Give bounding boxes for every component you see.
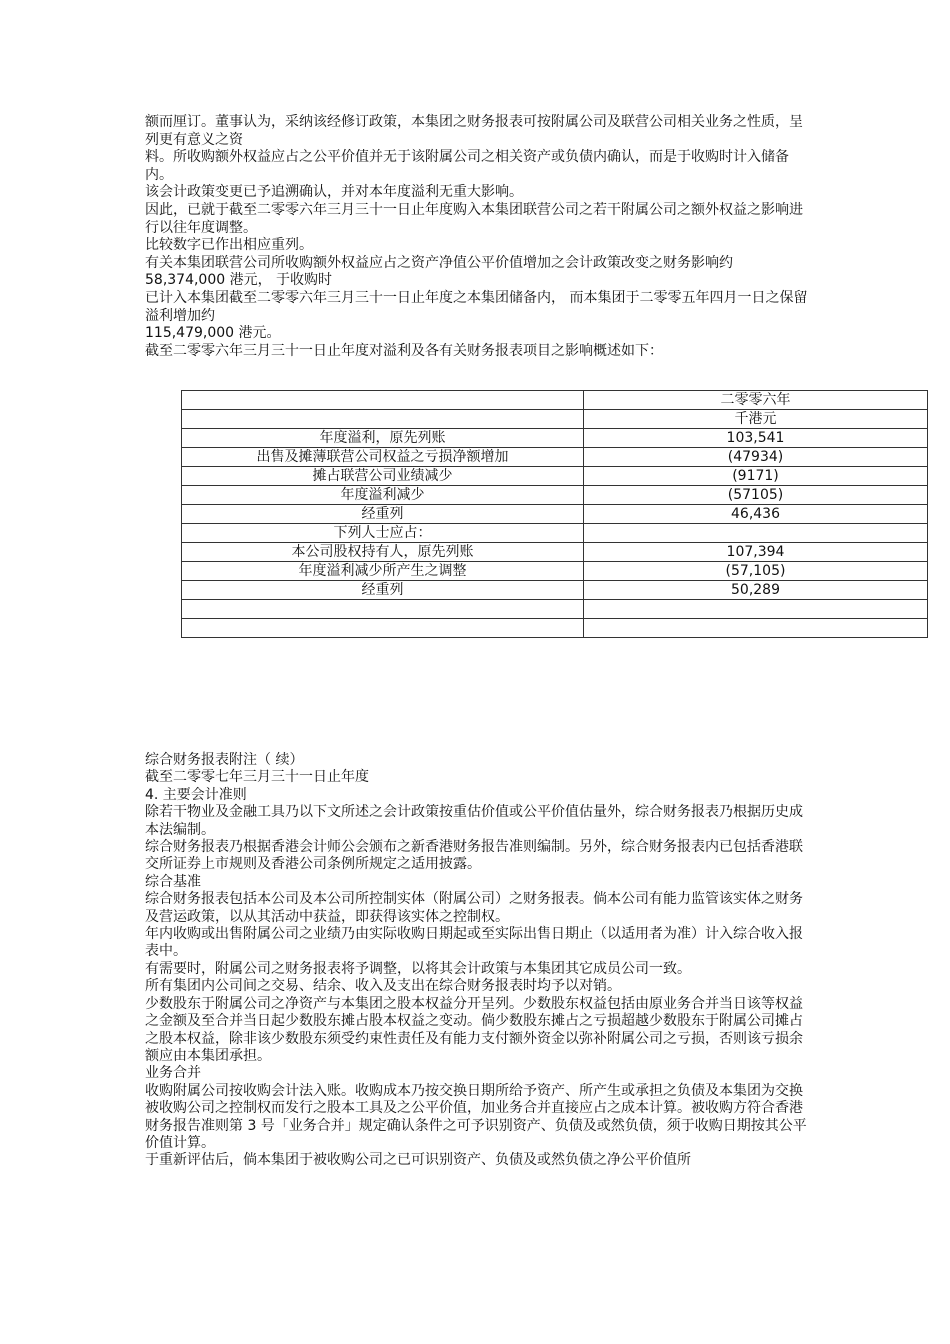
paragraph: 因此，已就于截至二零零六年三月三十一日止年度购入本集团联营公司之若干附属公司之额外权益之影响进行以往年度调整。 (145, 201, 803, 236)
paragraph: 除若干物业及金融工具乃以下文所述之会计政策按重估价值或公平价值估量外，综合财务报表乃根据历史成本法编制。 (145, 804, 803, 838)
subsection-title: 综合基准 (145, 873, 201, 890)
row-value: 46,436 (584, 505, 928, 524)
paragraph: 115,479,000 港元。 (145, 325, 281, 342)
row-value (584, 619, 928, 638)
row-label: 经重列 (182, 505, 584, 524)
table-row (182, 486, 928, 505)
table-cell (182, 391, 584, 410)
table-cell (182, 410, 584, 429)
row-value: 103,541 (584, 429, 928, 448)
row-label: 经重列 (182, 581, 584, 600)
bottom-text-block (145, 752, 810, 1170)
paragraph: 年内收购或出售附属公司之业绩乃由实际收购日期起或至实际出售日期止（以适用者为准）计入综合收入报表中。 (145, 926, 803, 960)
paragraph: 收购附属公司按收购会计法入账。收购成本乃按交换日期所给予资产、所产生或承担之负债及本集团为交换被收购公司之控制权而发行之股本工具及之公平价值，加业务合并直接应占之成本计算。被收购方符合香港财务报告准则第 3 号「业务合并」规定确认条件之可予识别资产、负债及或然负债，须于收购日期按其公平价值计算。 (145, 1082, 807, 1151)
row-value: (57105) (584, 486, 928, 505)
paragraph: 有需要时，附属公司之财务报表将予调整，以将其会计政策与本集团其它成员公司一致。 (145, 960, 691, 977)
table-row (182, 429, 928, 448)
paragraph: 于重新评估后，倘本集团于被收购公司之已可识别资产、负债及或然负债之净公平价值所 (145, 1152, 691, 1169)
table-row (182, 543, 928, 562)
row-value: (57,105) (584, 562, 928, 581)
table-row (182, 619, 928, 638)
row-label: 下列人士应占： (182, 524, 584, 543)
row-label: 年度溢利减少所产生之调整 (182, 562, 584, 581)
header-year: 二零零六年 (584, 391, 928, 410)
row-value (584, 600, 928, 619)
row-label: 年度溢利减少 (182, 486, 584, 505)
paragraph: 该会计政策变更已予追溯确认，并对本年度溢利无重大影响。 (145, 184, 523, 201)
row-value: 50,289 (584, 581, 928, 600)
header-unit: 千港元 (584, 410, 928, 429)
paragraph: 额而厘订。董事认为，采纳该经修订政策，本集团之财务报表可按附属公司及联营公司相关业务之性质，呈列更有意义之资 (145, 114, 803, 148)
table-row (182, 600, 928, 619)
row-label (182, 600, 584, 619)
row-value: 107,394 (584, 543, 928, 562)
row-value: (47934) (584, 448, 928, 467)
row-value: (9171) (584, 467, 928, 486)
row-label: 本公司股权持有人，原先列账 (182, 543, 584, 562)
section-subheading: 截至二零零七年三月三十一日止年度 (145, 769, 369, 786)
paragraph: 综合财务报表乃根据香港会计师公会颁布之新香港财务报告准则编制。另外，综合财务报表内已包括香港联交所证券上市规则及香港公司条例所规定之适用披露。 (145, 839, 803, 873)
table-row (182, 391, 928, 410)
row-label: 摊占联营公司业绩减少 (182, 467, 584, 486)
table-row (182, 581, 928, 600)
paragraph: 所有集团内公司间之交易、结余、收入及支出在综合财务报表时均予以对销。 (145, 978, 621, 995)
row-value (584, 524, 928, 543)
top-text-block (145, 114, 810, 360)
paragraph: 综合财务报表包括本公司及本公司所控制实体（附属公司）之财务报表。倘本公司有能力监管该实体之财务及营运政策，以从其活动中获益，即获得该实体之控制权。 (145, 891, 803, 925)
paragraph: 截至二零零六年三月三十一日止年度对溢利及各有关财务报表项目之影响概述如下： (145, 342, 663, 359)
row-label: 年度溢利，原先列账 (182, 429, 584, 448)
paragraph: 比较数字已作出相应重列。 (145, 237, 313, 254)
paragraph: 少数股东于附属公司之净资产与本集团之股本权益分开呈列。少数股东权益包括由原业务合并当日该等权益之金额及至合并当日起少数股东摊占股本权益之变动。倘少数股东摊占之亏损超越少数股东于附属公司摊占之股本权益，除非该少数股东须受约束性责任及有能力支付额外资金以弥补附属公司之亏损，否则该亏损余额应由本集团承担。 (145, 995, 803, 1064)
row-label: 出售及摊薄联营公司权益之亏损净额增加 (182, 448, 584, 467)
table-row (182, 467, 928, 486)
row-label (182, 619, 584, 638)
section-title: 4. 主要会计准则 (145, 786, 247, 803)
table-row (182, 505, 928, 524)
table-row (182, 410, 928, 429)
subsection-title: 业务合并 (145, 1065, 201, 1082)
paragraph: 有关本集团联营公司所收购额外权益应占之资产净值公平价值增加之会计政策改变之财务影响约 58,374,000 港元， 于收购时 (145, 254, 733, 289)
table-row (182, 448, 928, 467)
profit-effect-table (181, 390, 928, 638)
table-row (182, 562, 928, 581)
paragraph: 已计入本集团截至二零零六年三月三十一日止年度之本集团储备内， 而本集团于二零零五年四月一日之保留溢利增加约 (145, 289, 808, 324)
paragraph: 料。所收购额外权益应占之公平价值并无于该附属公司之相关资产或负债内确认，而是于收购时计入储备内。 (145, 149, 789, 183)
table-row (182, 524, 928, 543)
section-heading: 综合财务报表附注（ 续） (145, 752, 304, 768)
